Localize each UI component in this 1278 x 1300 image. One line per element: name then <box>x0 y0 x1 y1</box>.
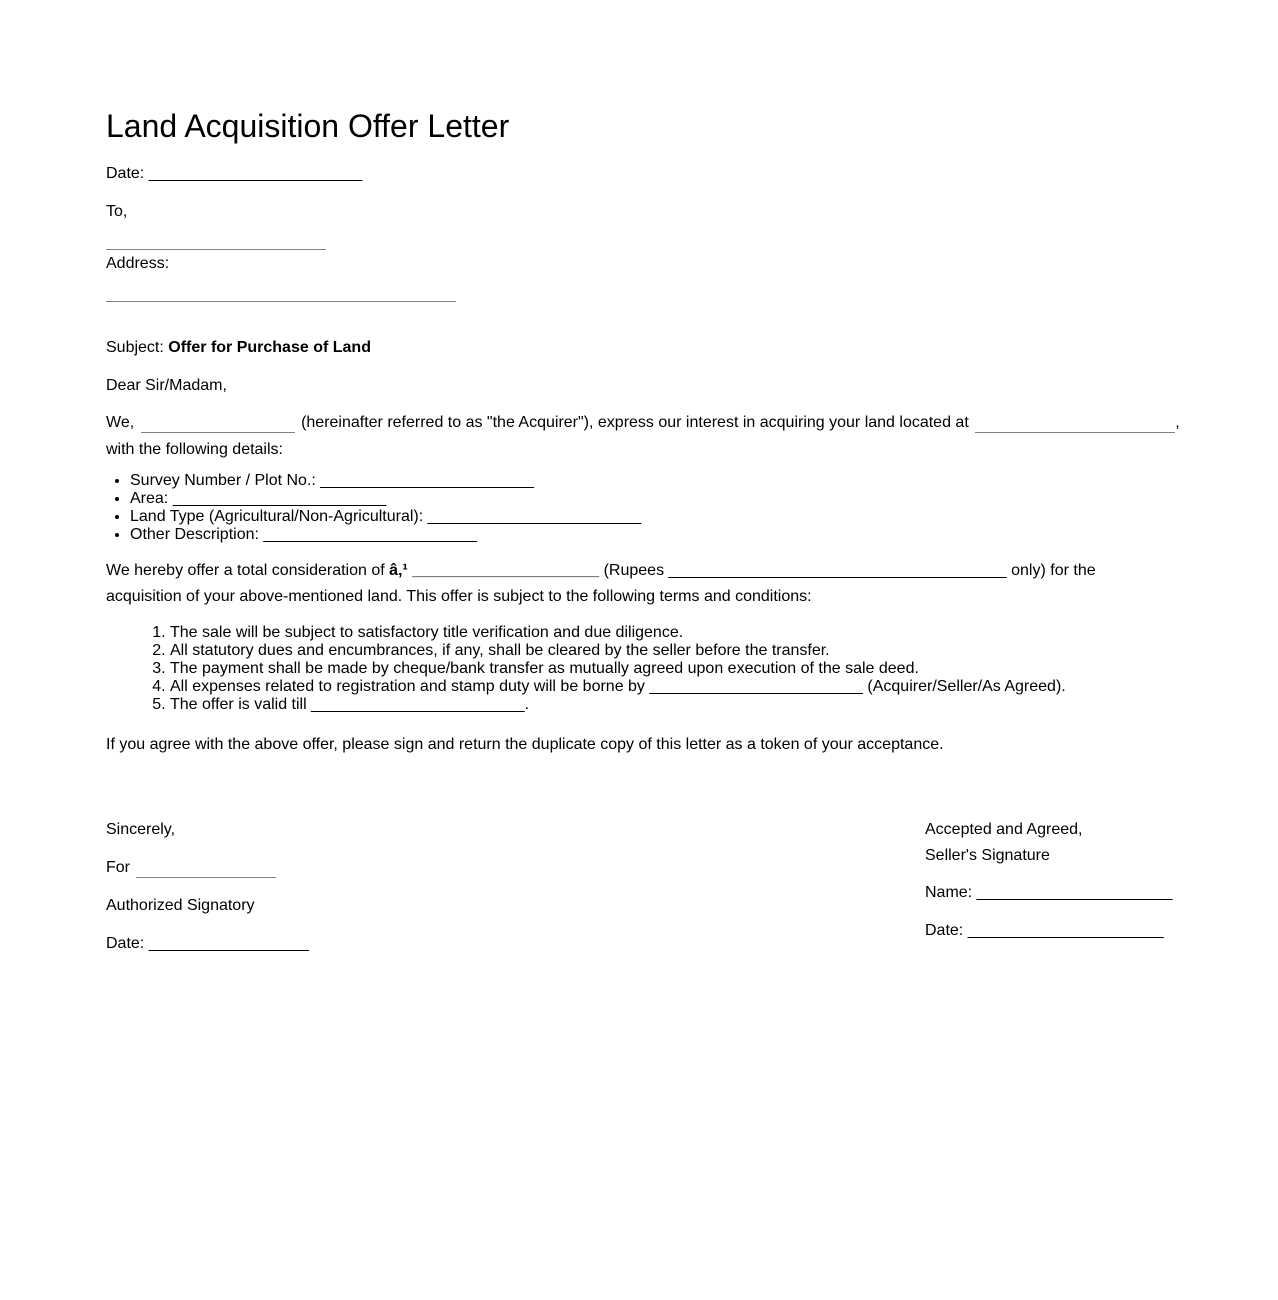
intro-acquirer-text: (hereinafter referred to as "the Acquirer"), express our interest in acquiring your land located at <box>301 414 969 431</box>
detail-label: Land Type (Agricultural/Non-Agricultural): <box>130 508 424 525</box>
terms-list <box>106 624 1066 714</box>
detail-label: Other Description: <box>130 526 259 543</box>
term-item <box>170 678 1066 696</box>
subject-row <box>106 338 371 358</box>
term-item <box>170 624 1066 642</box>
expense-bearer-blank[interactable]: ________________________ <box>649 678 863 695</box>
seller-date-row <box>925 921 1163 941</box>
detail-blank[interactable]: ________________________ <box>172 490 387 507</box>
term-item <box>170 660 1066 678</box>
term-suffix: (Acquirer/Seller/As Agreed). <box>867 678 1066 695</box>
salutation: Dear Sir/Madam, <box>106 377 227 394</box>
offer-amount-blank[interactable]: _____________________ <box>412 562 600 579</box>
intro-line-1 <box>106 413 1180 433</box>
address-label: Address: <box>106 255 170 272</box>
accepted-label: Accepted and Agreed, <box>925 821 1083 838</box>
term-text: The payment shall be made by cheque/bank transfer as mutually agreed upon execution of the sale deed. <box>170 660 919 677</box>
offer-line-1 <box>106 561 1096 581</box>
authorized-signatory-label: Authorized Signatory <box>106 897 255 914</box>
signatory-date-blank[interactable]: __________________ <box>148 935 309 952</box>
detail-land-type <box>130 508 641 526</box>
land-details-list <box>106 472 641 544</box>
page-title: Land Acquisition Offer Letter <box>106 108 510 144</box>
sincerely-label: Sincerely, <box>106 821 176 838</box>
subject-text: Offer for Purchase of Land <box>168 339 371 356</box>
company-name-input[interactable] <box>136 876 276 878</box>
detail-survey-number <box>130 472 641 490</box>
for-label: For <box>106 859 130 876</box>
detail-label: Survey Number / Plot No.: <box>130 472 316 489</box>
term-text: All expenses related to registration and stamp duty will be borne by <box>170 678 645 695</box>
closing-paragraph: If you agree with the above offer, please sign and return the duplicate copy of this letter as a token of your acceptance. <box>106 736 944 753</box>
acquirer-name-input[interactable] <box>141 431 295 433</box>
detail-blank[interactable]: ________________________ <box>320 472 534 489</box>
intro-line-2: with the following details: <box>106 441 283 458</box>
recipient-address-input[interactable] <box>106 301 456 302</box>
intro-we: We, <box>106 414 135 431</box>
date-blank[interactable]: ________________________ <box>148 165 363 182</box>
detail-blank[interactable]: ________________________ <box>263 526 477 543</box>
to-label: To, <box>106 203 128 220</box>
seller-date-label: Date: <box>925 922 964 939</box>
seller-name-label: Name: <box>925 884 973 901</box>
subject-label: Subject: <box>106 339 164 356</box>
offer-line-2: acquisition of your above-mentioned land. This offer is subject to the following terms and conditions: <box>106 588 812 605</box>
detail-other-description <box>130 526 641 544</box>
term-text: All statutory dues and encumbrances, if any, shall be cleared by the seller before the transfer. <box>170 642 830 659</box>
term-text: The offer is valid till <box>170 696 307 713</box>
seller-name-blank[interactable]: ______________________ <box>976 884 1173 901</box>
term-suffix: . <box>524 696 530 713</box>
signatory-date-label: Date: <box>106 935 145 952</box>
detail-label: Area: <box>130 490 169 507</box>
rupees-prefix: (Rupees <box>603 562 665 579</box>
currency-symbol: â‚¹ <box>389 562 408 579</box>
rupees-words-blank[interactable]: ______________________________________ <box>668 562 1007 579</box>
date-row <box>106 164 362 184</box>
seller-name-row <box>925 883 1172 903</box>
offer-prefix: We hereby offer a total consideration of <box>106 562 385 579</box>
seller-signature-label: Seller's Signature <box>925 847 1050 864</box>
detail-blank[interactable]: ________________________ <box>427 508 642 525</box>
intro-comma: , <box>1175 414 1180 431</box>
term-item <box>170 642 1066 660</box>
detail-area <box>130 490 641 508</box>
term-item <box>170 696 1066 714</box>
rupees-suffix: only) for the <box>1011 562 1096 579</box>
valid-till-blank[interactable]: ________________________ <box>311 696 525 713</box>
term-text: The sale will be subject to satisfactory title verification and due diligence. <box>170 624 684 641</box>
date-label: Date: <box>106 165 145 182</box>
recipient-name-input[interactable] <box>106 249 326 250</box>
land-location-input[interactable] <box>975 431 1175 433</box>
for-row <box>106 858 276 878</box>
signatory-date-row <box>106 934 309 954</box>
seller-date-blank[interactable]: ______________________ <box>967 922 1164 939</box>
